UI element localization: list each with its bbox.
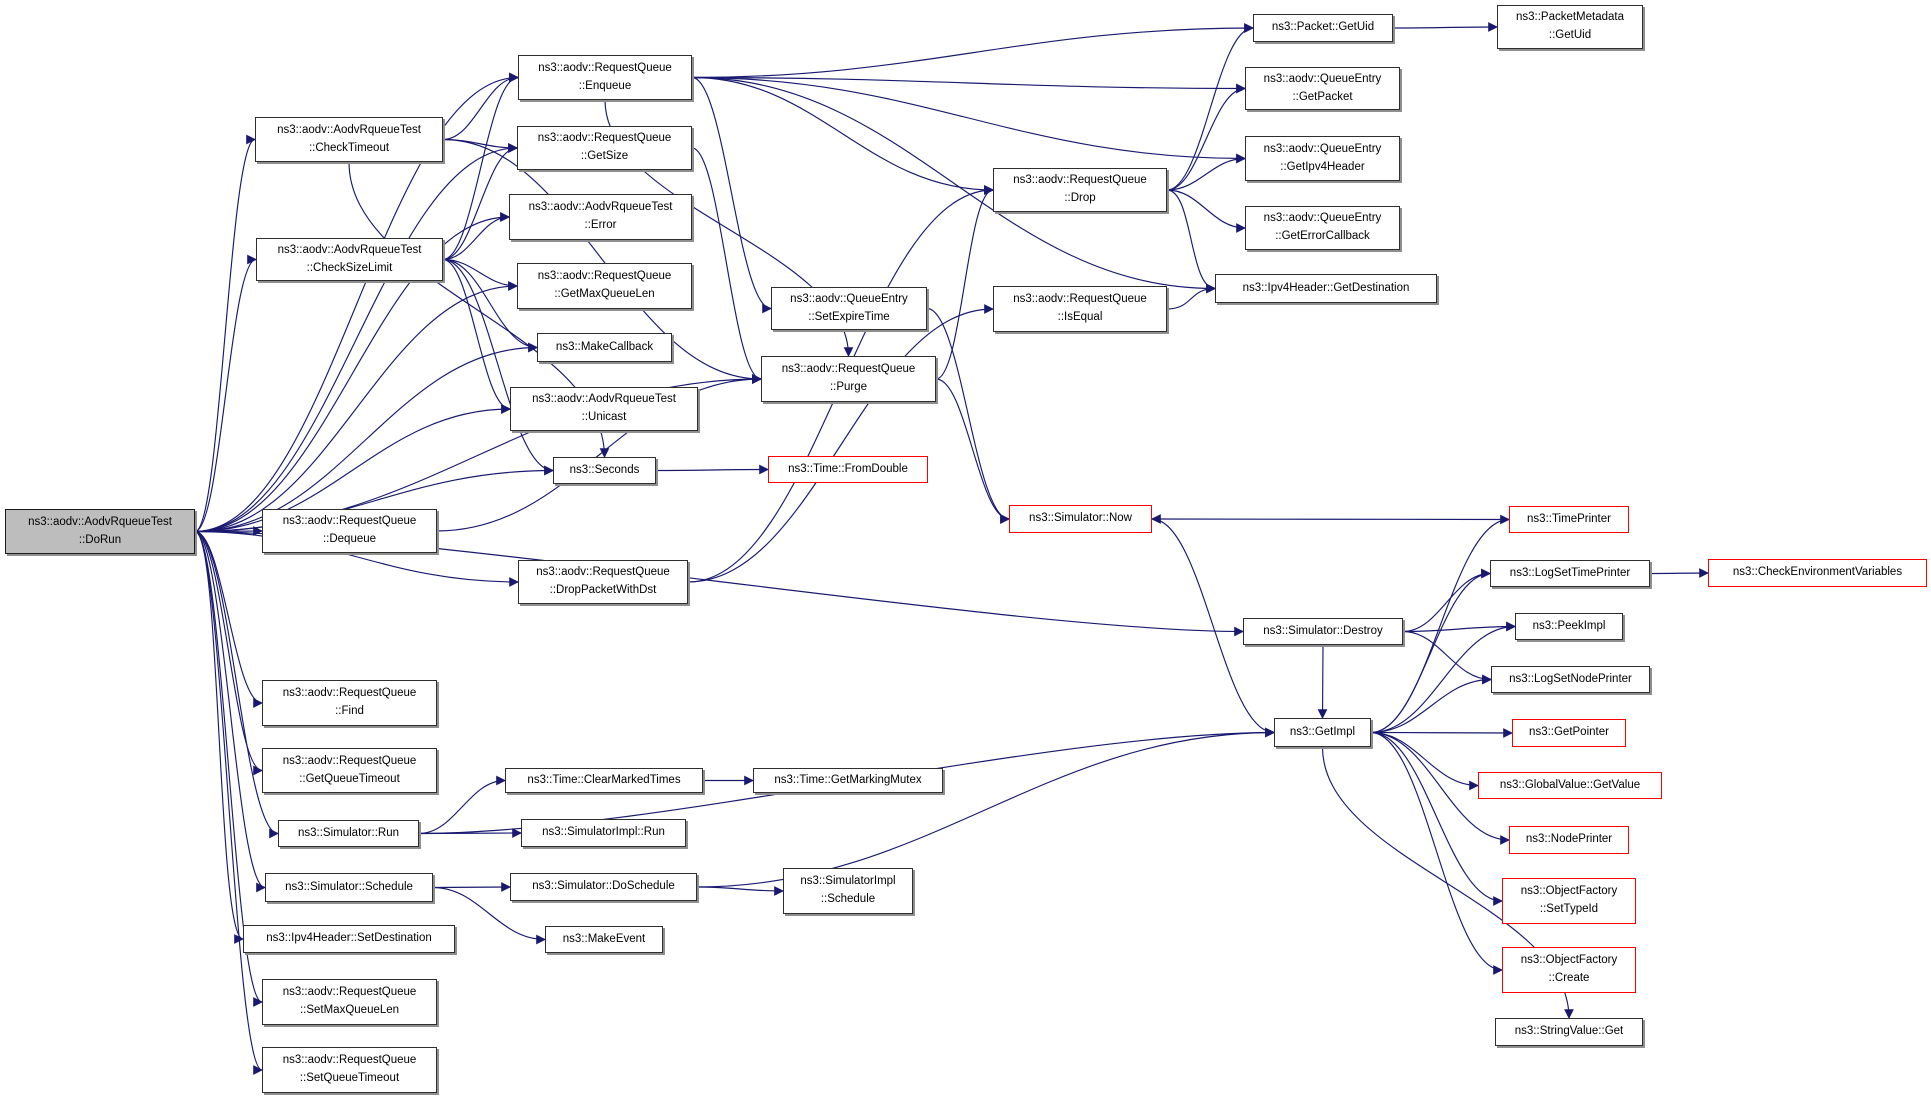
- node-setqueuetimeout[interactable]: [262, 1047, 437, 1093]
- node-label: ::SetTypeId: [1539, 903, 1599, 915]
- edge-getimpl-to-settypeid: [1371, 733, 1502, 902]
- node-logsetnodeprinter[interactable]: [1491, 666, 1650, 693]
- node-peekimpl[interactable]: [1515, 613, 1623, 640]
- node-getqueuetimeout[interactable]: [262, 748, 437, 793]
- node-label: ::SetExpireTime: [808, 310, 890, 323]
- node-purge[interactable]: [761, 356, 936, 402]
- node-setdestination[interactable]: [243, 925, 455, 953]
- node-simrun[interactable]: [278, 820, 419, 847]
- node-pmgetuid[interactable]: [1497, 5, 1643, 49]
- node-isequal[interactable]: [993, 286, 1167, 332]
- node-label: ::GetSize: [580, 150, 629, 162]
- edge-dorun-to-checksizelimit: [195, 260, 256, 532]
- node-label: ns3::Simulator::Destroy: [1263, 624, 1383, 637]
- edge-drop-to-geterrorcallback: [1167, 190, 1245, 228]
- node-globalvalue[interactable]: [1478, 772, 1662, 799]
- node-getdestination[interactable]: [1215, 274, 1437, 303]
- node-label: ns3::GlobalValue::GetValue: [1499, 778, 1641, 791]
- node-checksizelimit[interactable]: [256, 238, 443, 281]
- node-getimpl[interactable]: [1274, 718, 1371, 747]
- node-label: ns3::Packet::GetUid: [1271, 21, 1375, 34]
- node-label: ::Create: [1548, 972, 1590, 984]
- edge-purge-to-drop: [936, 190, 993, 379]
- node-label: ns3::aodv::QueueEntry: [790, 292, 908, 305]
- edge-dorun-to-simschedule: [195, 532, 265, 888]
- node-label: ns3::aodv::RequestQueue: [781, 363, 916, 376]
- node-label: ns3::aodv::RequestQueue: [1013, 293, 1147, 306]
- edge-getimpl-to-getpointer: [1371, 733, 1512, 734]
- node-label: ns3::GetPointer: [1529, 726, 1609, 739]
- node-objcreate[interactable]: [1502, 947, 1636, 993]
- edge-enqueue-to-drop: [692, 78, 993, 191]
- node-label: ::IsEqual: [1057, 311, 1103, 323]
- node-label: ns3::Time::GetMarkingMutex: [774, 773, 922, 786]
- node-geterrorcallback[interactable]: [1245, 206, 1400, 250]
- edge-droppacketwithdst-to-isequal: [688, 309, 993, 582]
- edge-getsize-to-purge: [692, 148, 761, 379]
- node-label: ns3::Simulator::Schedule: [285, 880, 413, 893]
- edge-enqueue-to-getipv4header: [692, 78, 1245, 159]
- edge-logsettimeprinter-to-checkenv: [1650, 573, 1708, 574]
- node-label: ns3::Simulator::Now: [1029, 512, 1132, 525]
- edge-destroy-to-logsetnodeprinter: [1403, 632, 1491, 680]
- node-label: ns3::ObjectFactory: [1520, 885, 1618, 898]
- node-label: ::Purge: [829, 381, 868, 393]
- edge-simschedule-to-doschedule: [433, 887, 510, 888]
- edge-dorun-to-getqueuetimeout: [195, 532, 262, 771]
- node-drop[interactable]: [993, 168, 1167, 212]
- node-dorun[interactable]: [5, 509, 195, 554]
- edge-dorun-to-getmaxqueuelen: [195, 286, 517, 532]
- node-label: ns3::aodv::QueueEntry: [1263, 212, 1382, 225]
- node-label: ::CheckTimeout: [308, 141, 390, 154]
- node-label: ns3::aodv::QueueEntry: [1263, 72, 1382, 85]
- node-label: ns3::Seconds: [569, 463, 640, 476]
- node-label: ns3::SimulatorImpl::Run: [542, 826, 665, 839]
- node-checktimeout[interactable]: [255, 117, 443, 162]
- edge-checksizelimit-to-getsize: [443, 148, 517, 260]
- edge-doschedule-to-getimpl: [697, 733, 1274, 888]
- node-settypeid[interactable]: [1502, 878, 1636, 924]
- node-label: ns3::NodePrinter: [1525, 833, 1613, 846]
- node-label: ns3::aodv::RequestQueue: [282, 1054, 417, 1067]
- node-label: ns3::Simulator::DoSchedule: [532, 880, 675, 893]
- node-enqueue[interactable]: [518, 55, 692, 100]
- node-label: ns3::aodv::RequestQueue: [282, 687, 417, 700]
- edge-isequal-to-getdestination: [1167, 289, 1215, 310]
- node-label: ns3::PacketMetadata: [1515, 11, 1625, 24]
- node-getipv4header[interactable]: [1245, 136, 1400, 181]
- node-label: ::DropPacketWithDst: [549, 584, 657, 596]
- node-getmarkingmutex[interactable]: [753, 768, 943, 793]
- edge-timeprinter-to-now: [1152, 519, 1509, 520]
- node-stringvalueget[interactable]: [1495, 1018, 1643, 1046]
- node-label: ::Drop: [1064, 192, 1096, 204]
- node-label: ns3::SimulatorImpl: [800, 875, 896, 888]
- node-label: ns3::TimePrinter: [1527, 512, 1611, 525]
- node-simimplschedule[interactable]: [783, 868, 913, 914]
- edge-setexpiretime-to-now: [927, 309, 1009, 520]
- node-label: ::DoRun: [78, 533, 122, 546]
- edge-destroy-to-logsettimeprinter: [1403, 574, 1490, 632]
- node-droppacketwithdst[interactable]: [518, 560, 688, 604]
- node-label: ns3::Ipv4Header::GetDestination: [1242, 281, 1410, 294]
- node-label: ns3::CheckEnvironmentVariables: [1732, 566, 1903, 579]
- node-label: ::Unicast: [581, 411, 627, 423]
- node-label: ns3::Time::FromDouble: [788, 462, 908, 475]
- node-label: ns3::aodv::RequestQueue: [538, 61, 672, 74]
- node-setmaxqueuelen[interactable]: [262, 979, 437, 1025]
- edge-checksizelimit-to-unicast: [443, 260, 510, 410]
- node-label: ns3::Simulator::Run: [298, 826, 399, 839]
- node-label: ns3::ObjectFactory: [1520, 954, 1618, 967]
- node-error[interactable]: [509, 194, 692, 240]
- node-getsize[interactable]: [517, 126, 692, 170]
- node-label: ::GetPacket: [1292, 90, 1353, 103]
- edge-drop-to-packetgetuid: [1167, 28, 1253, 190]
- node-logsettimeprinter[interactable]: [1490, 560, 1650, 587]
- node-unicast[interactable]: [510, 387, 698, 431]
- node-label: ns3::aodv::RequestQueue: [536, 566, 670, 579]
- node-label: ns3::GetImpl: [1289, 725, 1356, 738]
- edge-getimpl-to-logsettimeprinter: [1371, 574, 1490, 733]
- node-now[interactable]: [1009, 505, 1152, 533]
- node-label: ns3::MakeEvent: [562, 932, 646, 945]
- edge-checksizelimit-to-enqueue: [443, 78, 518, 260]
- node-clearmarkedtimes[interactable]: [505, 768, 703, 793]
- edge-purge-to-now: [936, 379, 1009, 519]
- node-label: ns3::LogSetTimePrinter: [1509, 566, 1631, 579]
- node-label: ns3::StringValue::Get: [1514, 1025, 1624, 1038]
- node-packetgetuid[interactable]: [1253, 14, 1393, 42]
- node-setexpiretime[interactable]: [771, 287, 927, 330]
- node-checkenv[interactable]: [1708, 559, 1927, 587]
- node-makeevent[interactable]: [545, 926, 663, 953]
- node-label: ns3::aodv::RequestQueue: [1013, 174, 1147, 187]
- node-label: ns3::aodv::RequestQueue: [537, 270, 672, 283]
- node-label: ::Enqueue: [578, 79, 632, 92]
- edge-drop-to-getdestination: [1167, 190, 1215, 289]
- edge-destroy-to-getimpl: [1323, 645, 1324, 718]
- node-getpacket[interactable]: [1245, 67, 1400, 110]
- node-makecallback[interactable]: [537, 333, 672, 362]
- node-dequeue[interactable]: [262, 509, 437, 553]
- edge-dorun-to-checktimeout: [195, 140, 255, 532]
- node-label: ns3::PeekImpl: [1532, 619, 1606, 632]
- node-seconds[interactable]: [553, 457, 656, 484]
- node-label: ::CheckSizeLimit: [306, 261, 393, 274]
- node-label: ::GetMaxQueueLen: [554, 288, 655, 300]
- node-fromdouble[interactable]: [768, 456, 928, 483]
- node-getmaxqueuelen[interactable]: [517, 263, 692, 309]
- edge-enqueue-to-packetgetuid: [692, 28, 1253, 78]
- node-label: ns3::MakeCallback: [555, 340, 654, 353]
- node-destroy[interactable]: [1243, 618, 1403, 645]
- node-label: ::GetQueueTimeout: [299, 772, 400, 785]
- node-label: ns3::aodv::AodvRqueueTest: [277, 123, 421, 136]
- node-label: ns3::LogSetNodePrinter: [1509, 672, 1632, 685]
- node-find[interactable]: [262, 680, 437, 726]
- node-getpointer[interactable]: [1512, 719, 1626, 747]
- node-label: ns3::aodv::RequestQueue: [282, 515, 417, 528]
- node-simimplrun[interactable]: [521, 819, 686, 847]
- edge-checktimeout-to-getsize: [443, 140, 517, 149]
- edge-dorun-to-setdestination: [195, 532, 243, 940]
- node-label: ns3::aodv::RequestQueue: [282, 754, 417, 767]
- edge-packetgetuid-to-pmgetuid: [1393, 27, 1497, 28]
- node-label: ::SetQueueTimeout: [299, 1072, 400, 1084]
- node-label: ::GetIpv4Header: [1280, 160, 1365, 173]
- node-label: ns3::Ipv4Header::SetDestination: [266, 932, 432, 945]
- node-simschedule[interactable]: [265, 873, 433, 902]
- node-label: ns3::aodv::AodvRqueueTest: [532, 393, 676, 406]
- node-timeprinter[interactable]: [1509, 506, 1629, 533]
- node-doschedule[interactable]: [510, 873, 697, 901]
- node-nodeprinter[interactable]: [1509, 826, 1629, 854]
- node-label: ns3::aodv::AodvRqueueTest: [277, 243, 422, 256]
- node-label: ::GetUid: [1548, 29, 1592, 41]
- edge-seconds-to-fromdouble: [656, 470, 768, 471]
- node-label: ns3::aodv::QueueEntry: [1263, 142, 1382, 155]
- edge-enqueue-to-getpacket: [692, 78, 1245, 89]
- node-label: ::SetMaxQueueLen: [299, 1004, 400, 1016]
- node-label: ns3::aodv::AodvRqueueTest: [528, 201, 673, 214]
- node-label: ::GetErrorCallback: [1275, 230, 1370, 242]
- node-label: ns3::aodv::AodvRqueueTest: [28, 515, 172, 528]
- edge-dorun-to-getsize: [195, 148, 517, 532]
- node-label: ::Find: [335, 705, 364, 717]
- edge-doschedule-to-simimplschedule: [697, 887, 783, 891]
- node-label: ::Dequeue: [322, 533, 377, 545]
- node-label: ::Schedule: [820, 893, 876, 905]
- node-label: ns3::Time::ClearMarkedTimes: [527, 773, 681, 786]
- node-label: ns3::aodv::RequestQueue: [537, 132, 672, 145]
- edge-enqueue-to-setexpiretime: [692, 78, 771, 309]
- node-label: ::Error: [584, 219, 617, 231]
- node-label: ns3::aodv::RequestQueue: [282, 986, 417, 999]
- edge-dorun-to-setqueuetimeout: [195, 532, 262, 1071]
